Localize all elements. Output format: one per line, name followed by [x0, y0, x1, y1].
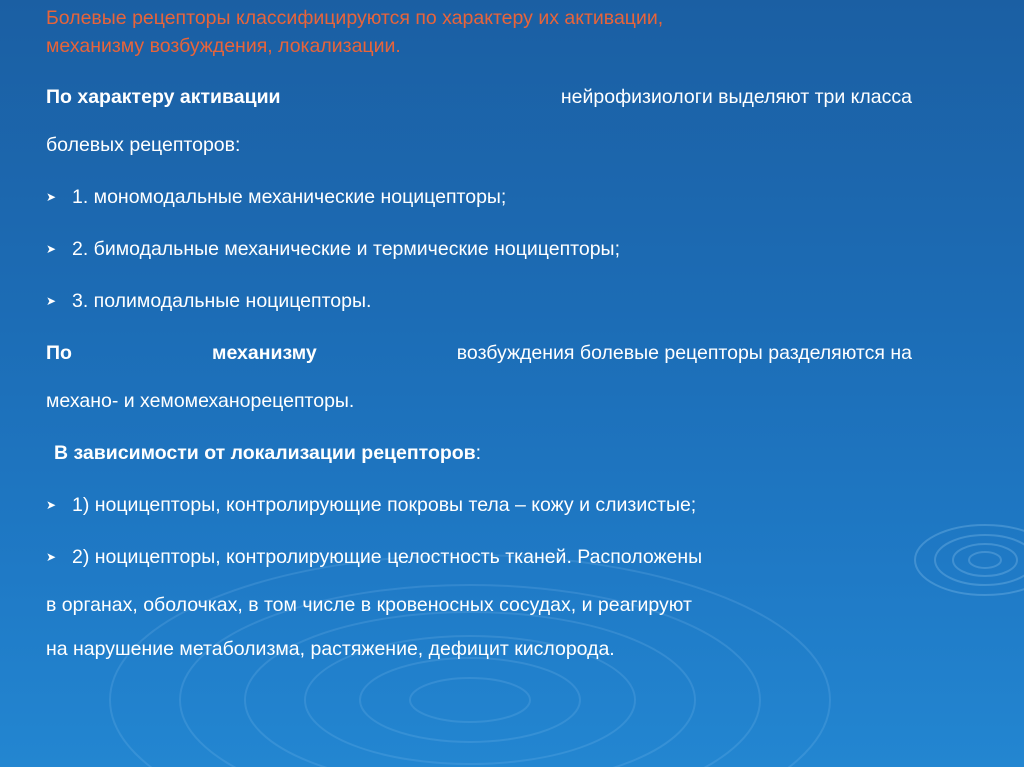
- activation-text: нейрофизиологи выделяют три класса: [560, 86, 912, 108]
- mechanism-lead-word: По: [46, 342, 72, 364]
- localization-heading-colon: :: [475, 442, 482, 464]
- arrowhead-icon: ➤: [46, 190, 57, 204]
- title-line-2: механизму возбуждения, локализации.: [46, 35, 401, 57]
- mechanism-paragraph-line-1: [46, 342, 912, 365]
- arrowhead-icon: ➤: [46, 294, 57, 308]
- list-item: [46, 546, 912, 569]
- mechanism-text: возбуждения болевые рецепторы разделяются на: [456, 342, 912, 364]
- list-item-text: 2. бимодальные механические и термические ноцицепторы;: [72, 238, 620, 260]
- list-item-text: 3. полимодальные ноцицепторы.: [72, 290, 372, 312]
- localization-heading-text: В зависимости от локализации рецепторов: [54, 442, 476, 464]
- list-item-text: 1. мономодальные механические ноцицепторы;: [72, 186, 507, 208]
- list-item-text: 1) ноцицепторы, контролирующие покровы тела – кожу и слизистые;: [72, 494, 697, 516]
- title-line-1: Болевые рецепторы классифицируются по характеру их активации,: [46, 7, 664, 29]
- arrowhead-icon: ➤: [46, 498, 57, 512]
- list-item: [46, 238, 912, 261]
- arrowhead-icon: ➤: [46, 550, 57, 564]
- mechanism-lead: [46, 342, 72, 365]
- list-item-continuation: в органах, оболочках, в том числе в кровеносных сосудах, и реагируют: [46, 594, 692, 616]
- activation-heading: По характеру активации: [46, 86, 281, 108]
- localization-heading: [54, 442, 920, 465]
- list-item: [46, 494, 912, 517]
- list-item: [46, 186, 912, 209]
- activation-paragraph-line-2: болевых рецепторов:: [46, 134, 241, 156]
- activation-paragraph-line-1: [46, 86, 912, 109]
- slide-title: [46, 4, 912, 60]
- arrowhead-icon: ➤: [46, 242, 57, 256]
- mechanism-heading: механизму: [212, 342, 317, 364]
- list-item-continuation: на нарушение метаболизма, растяжение, дефицит кислорода.: [46, 638, 615, 660]
- list-item: [46, 290, 912, 313]
- mechanism-paragraph-line-2: механо- и хемомеханорецепторы.: [46, 390, 355, 412]
- list-item-text: 2) ноцицепторы, контролирующие целостность тканей. Расположены: [72, 546, 703, 568]
